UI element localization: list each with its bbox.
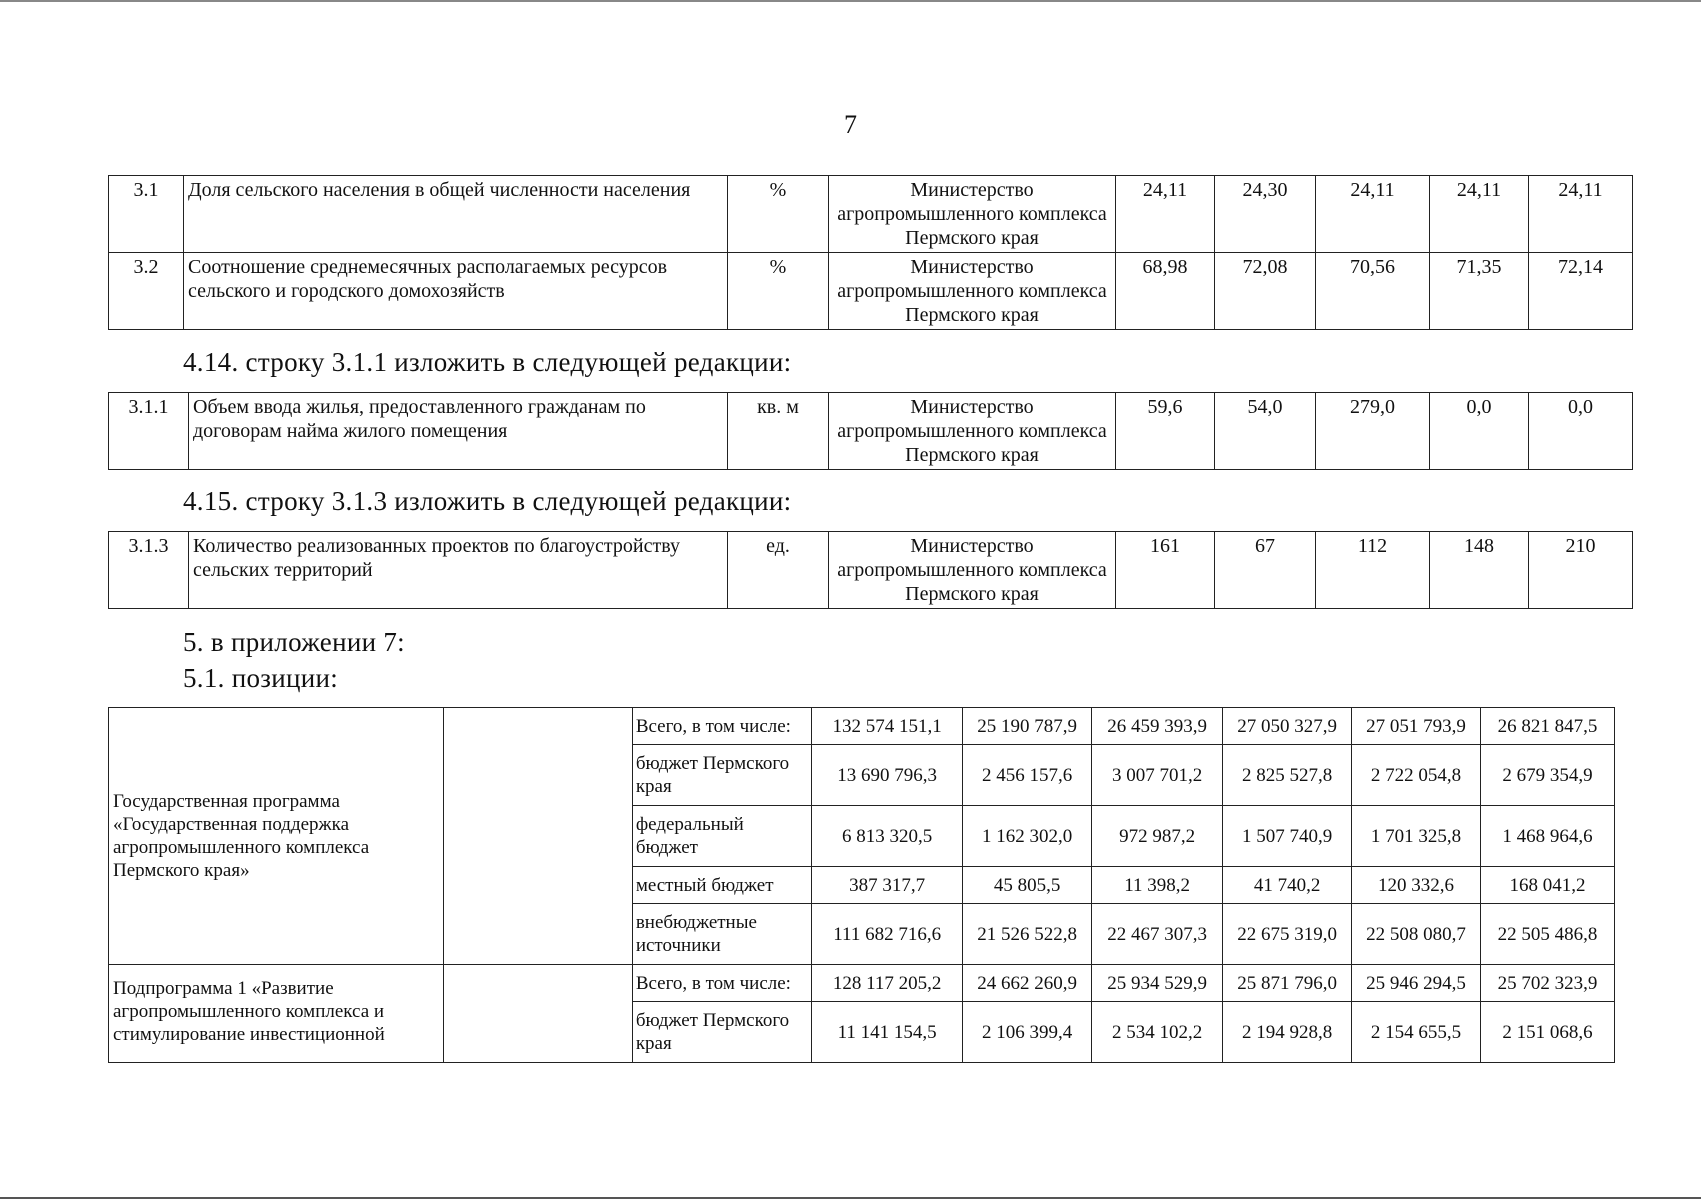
amount-cell: 2 154 655,5	[1352, 1002, 1481, 1063]
unit: %	[728, 253, 829, 330]
amount-cell: 24 662 260,9	[963, 965, 1092, 1002]
scan-top-edge	[0, 0, 1701, 2]
funding-source: бюджет Пермского края	[632, 745, 811, 806]
indicator-name: Объем ввода жилья, предоставленного гражданам по договорам найма жилого помещения	[189, 393, 728, 470]
row-number: 3.1.1	[109, 393, 189, 470]
amount-cell: 25 871 796,0	[1223, 965, 1352, 1002]
amount-cell: 1 701 325,8	[1352, 806, 1481, 867]
indicators-table-2	[108, 392, 1633, 470]
amount-cell: 25 934 529,9	[1092, 965, 1223, 1002]
amount-cell: 22 508 080,7	[1352, 904, 1481, 965]
value-cell: 0,0	[1529, 393, 1633, 470]
value-cell: 24,30	[1215, 176, 1316, 253]
amount-cell: 22 467 307,3	[1092, 904, 1223, 965]
value-cell: 112	[1316, 532, 1430, 609]
amount-cell: 25 702 323,9	[1480, 965, 1614, 1002]
amount-cell: 1 468 964,6	[1480, 806, 1614, 867]
section-heading-4-14: 4.14. строку 3.1.1 изложить в следующей редакции:	[183, 347, 792, 377]
value-cell: 161	[1116, 532, 1215, 609]
empty-cell	[444, 708, 632, 965]
amount-cell: 1 507 740,9	[1223, 806, 1352, 867]
indicator-name: Соотношение среднемесячных располагаемых ресурсов сельского и городского домохозяйств	[184, 253, 728, 330]
table-row	[109, 253, 1633, 330]
amount-cell: 2 679 354,9	[1480, 745, 1614, 806]
funding-source: федеральный бюджет	[632, 806, 811, 867]
amount-cell: 22 505 486,8	[1480, 904, 1614, 965]
unit: кв. м	[728, 393, 829, 470]
row-number: 3.1	[109, 176, 184, 253]
amount-cell: 2 106 399,4	[963, 1002, 1092, 1063]
amount-cell: 128 117 205,2	[812, 965, 963, 1002]
value-cell: 24,11	[1316, 176, 1430, 253]
value-cell: 72,14	[1529, 253, 1633, 330]
value-cell: 279,0	[1316, 393, 1430, 470]
table-row	[109, 965, 1615, 1002]
amount-cell: 26 459 393,9	[1092, 708, 1223, 745]
responsible-ministry: Министерство агропромышленного комплекса Пермского края	[829, 532, 1116, 609]
funding-source: Всего, в том числе:	[632, 965, 811, 1002]
amount-cell: 21 526 522,8	[963, 904, 1092, 965]
value-cell: 210	[1529, 532, 1633, 609]
amount-cell: 111 682 716,6	[812, 904, 963, 965]
table-row	[109, 176, 1633, 253]
amount-cell: 27 050 327,9	[1223, 708, 1352, 745]
amount-cell: 41 740,2	[1223, 867, 1352, 904]
amount-cell: 11 141 154,5	[812, 1002, 963, 1063]
value-cell: 24,11	[1116, 176, 1215, 253]
amount-cell: 168 041,2	[1480, 867, 1614, 904]
finance-table	[108, 707, 1615, 1063]
value-cell: 71,35	[1430, 253, 1529, 330]
amount-cell: 45 805,5	[963, 867, 1092, 904]
value-cell: 59,6	[1116, 393, 1215, 470]
amount-cell: 2 151 068,6	[1480, 1002, 1614, 1063]
responsible-ministry: Министерство агропромышленного комплекса Пермского края	[829, 393, 1116, 470]
value-cell: 148	[1430, 532, 1529, 609]
subprogram-name: Подпрограмма 1 «Развитие агропромышленного комплекса и стимулирование инвестиционной	[109, 965, 444, 1063]
unit: %	[728, 176, 829, 253]
funding-source: бюджет Пермского края	[632, 1002, 811, 1063]
amount-cell: 972 987,2	[1092, 806, 1223, 867]
amount-cell: 2 456 157,6	[963, 745, 1092, 806]
table-row	[109, 393, 1633, 470]
amount-cell: 387 317,7	[812, 867, 963, 904]
amount-cell: 13 690 796,3	[812, 745, 963, 806]
amount-cell: 132 574 151,1	[812, 708, 963, 745]
amount-cell: 2 825 527,8	[1223, 745, 1352, 806]
responsible-ministry: Министерство агропромышленного комплекса Пермского края	[829, 253, 1116, 330]
amount-cell: 22 675 319,0	[1223, 904, 1352, 965]
amount-cell: 3 007 701,2	[1092, 745, 1223, 806]
amount-cell: 27 051 793,9	[1352, 708, 1481, 745]
section-heading-5-1: 5.1. позиции:	[183, 663, 339, 693]
page-number: 7	[844, 110, 857, 139]
scan-bottom-edge	[0, 1197, 1701, 1199]
amount-cell: 25 946 294,5	[1352, 965, 1481, 1002]
indicator-name: Количество реализованных проектов по благоустройству сельских территорий	[189, 532, 728, 609]
empty-cell	[444, 965, 632, 1063]
amount-cell: 2 194 928,8	[1223, 1002, 1352, 1063]
table-row	[109, 708, 1615, 745]
unit: ед.	[728, 532, 829, 609]
amount-cell: 11 398,2	[1092, 867, 1223, 904]
funding-source: Всего, в том числе:	[632, 708, 811, 745]
section-heading-4-15: 4.15. строку 3.1.3 изложить в следующей редакции:	[183, 486, 792, 516]
value-cell: 72,08	[1215, 253, 1316, 330]
amount-cell: 26 821 847,5	[1480, 708, 1614, 745]
amount-cell: 1 162 302,0	[963, 806, 1092, 867]
value-cell: 24,11	[1529, 176, 1633, 253]
value-cell: 0,0	[1430, 393, 1529, 470]
indicators-table-3	[108, 531, 1633, 609]
amount-cell: 120 332,6	[1352, 867, 1481, 904]
funding-source: местный бюджет	[632, 867, 811, 904]
program-name: Государственная программа «Государственная поддержка агропромышленного комплекса Пермского края»	[109, 708, 444, 965]
indicators-table-1	[108, 175, 1633, 330]
table-row	[109, 532, 1633, 609]
responsible-ministry: Министерство агропромышленного комплекса Пермского края	[829, 176, 1116, 253]
indicator-name: Доля сельского населения в общей численности населения	[184, 176, 728, 253]
value-cell: 68,98	[1116, 253, 1215, 330]
amount-cell: 25 190 787,9	[963, 708, 1092, 745]
amount-cell: 2 722 054,8	[1352, 745, 1481, 806]
value-cell: 67	[1215, 532, 1316, 609]
amount-cell: 6 813 320,5	[812, 806, 963, 867]
value-cell: 24,11	[1430, 176, 1529, 253]
funding-source: внебюджетные источники	[632, 904, 811, 965]
amount-cell: 2 534 102,2	[1092, 1002, 1223, 1063]
value-cell: 54,0	[1215, 393, 1316, 470]
section-heading-5: 5. в приложении 7:	[183, 627, 405, 657]
row-number: 3.1.3	[109, 532, 189, 609]
row-number: 3.2	[109, 253, 184, 330]
value-cell: 70,56	[1316, 253, 1430, 330]
